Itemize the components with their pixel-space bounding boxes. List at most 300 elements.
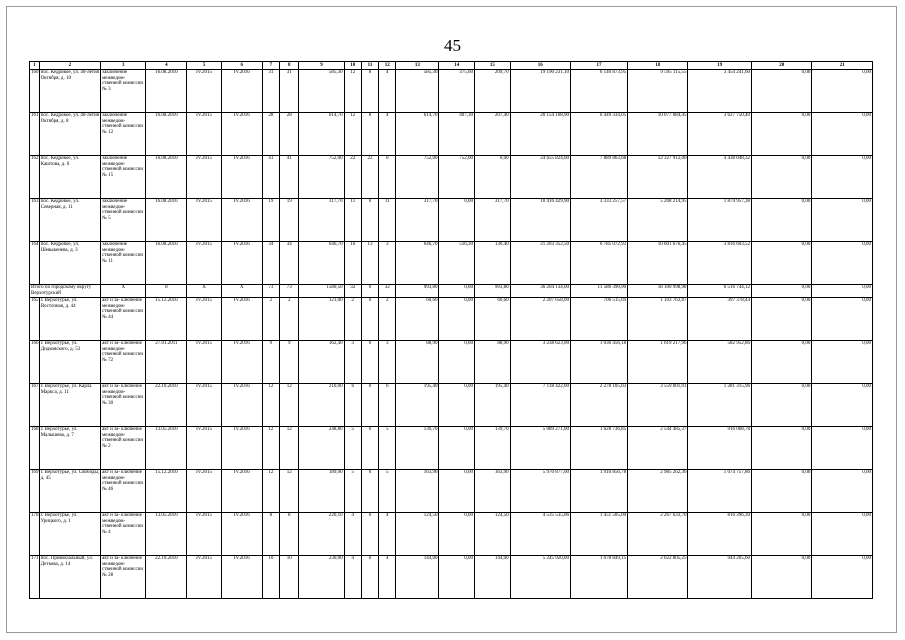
document-cell: заключение межведом- ственной комиссии № 5 bbox=[101, 199, 146, 242]
table-row bbox=[30, 341, 873, 384]
residents-count: 34 bbox=[262, 242, 279, 285]
apartments-municipal: 4 bbox=[379, 70, 396, 113]
column-number: 12 bbox=[379, 62, 396, 70]
address-cell: г. Верхотурье, ул. Урицкого, д. 1 bbox=[39, 513, 100, 556]
resettlement-quarter: IV.2015 bbox=[187, 384, 221, 427]
resettlement-quarter: IV.2015 bbox=[187, 556, 221, 599]
resettlement-quarter: IV.2015 bbox=[187, 470, 221, 513]
regional-cost: 2 544 485,37 bbox=[628, 427, 688, 470]
column-number: 6 bbox=[221, 62, 262, 70]
apartments-municipal: 5 bbox=[379, 470, 396, 513]
demolition-quarter: IV.2016 bbox=[221, 298, 262, 341]
extra-cost: 0,00 bbox=[752, 513, 812, 556]
demolition-quarter: IV.2016 bbox=[221, 242, 262, 285]
residents-count: 2 bbox=[262, 298, 279, 341]
extra-cost: 0,00 bbox=[752, 156, 812, 199]
apartments-municipal: 3 bbox=[379, 242, 396, 285]
total-cost: 5 089 271,00 bbox=[510, 427, 570, 470]
document-cell: акт и за- ключение межведом- ственной комиссии № 46 bbox=[101, 470, 146, 513]
residents-count: 12 bbox=[262, 427, 279, 470]
total-cost: 4 535 535,06 bbox=[510, 513, 570, 556]
residents-to-resettle: 2 bbox=[280, 298, 299, 341]
extra-cost: 0,00 bbox=[752, 113, 812, 156]
housing-registry-table bbox=[29, 61, 873, 599]
residents-to-resettle: 8 bbox=[280, 513, 299, 556]
private-area: 0,00 bbox=[439, 470, 475, 513]
other-cost: 0,00 bbox=[812, 513, 873, 556]
table-row bbox=[30, 470, 873, 513]
local-cost: 4 438 048,32 bbox=[688, 156, 752, 199]
document-date: 13.05.2010 bbox=[146, 427, 187, 470]
address-cell: пос. Кедровое, ул. Каштова, д. 6 bbox=[39, 156, 100, 199]
apartments-total: 3 bbox=[344, 341, 361, 384]
subtotal-cell: 6 516 744,12 bbox=[688, 285, 752, 298]
column-number: 18 bbox=[628, 62, 688, 70]
municipal-area: 130,40 bbox=[475, 242, 511, 285]
private-area: 0,00 bbox=[439, 427, 475, 470]
residents-to-resettle: 12 bbox=[280, 427, 299, 470]
document-date: 16.08.2010 bbox=[146, 113, 187, 156]
municipal-area: 207,40 bbox=[475, 113, 511, 156]
private-area: 516,30 bbox=[439, 242, 475, 285]
residents-to-resettle: 34 bbox=[280, 242, 299, 285]
row-number: 165 bbox=[30, 298, 40, 341]
document-date: 15.12.2010 bbox=[146, 298, 187, 341]
private-area: 0,00 bbox=[439, 298, 475, 341]
subtotal-cell: 0 bbox=[361, 285, 378, 298]
apartments-total: 12 bbox=[344, 70, 361, 113]
fund-cost: 6 140 873,95 bbox=[570, 70, 627, 113]
residents-count: 9 bbox=[262, 341, 279, 384]
table-row bbox=[30, 242, 873, 285]
row-number: 164 bbox=[30, 242, 40, 285]
column-number: 11 bbox=[361, 62, 378, 70]
fund-cost: 2 278 105,03 bbox=[570, 384, 627, 427]
resettlement-quarter: IV.2015 bbox=[187, 113, 221, 156]
residents-to-resettle: 31 bbox=[280, 70, 299, 113]
resettlement-quarter: IV.2015 bbox=[187, 199, 221, 242]
local-cost: 397 378,44 bbox=[688, 298, 752, 341]
extra-cost: 0,00 bbox=[752, 199, 812, 242]
residents-to-resettle: 28 bbox=[280, 113, 299, 156]
resettlement-quarter: IV.2015 bbox=[187, 242, 221, 285]
residents-count: 19 bbox=[262, 199, 279, 242]
demolition-quarter: IV.2016 bbox=[221, 199, 262, 242]
resettled-area: 614,70 bbox=[396, 113, 439, 156]
column-number: 8 bbox=[280, 62, 299, 70]
subtotal-cell: 0,00 bbox=[439, 285, 475, 298]
resettled-area: 752,00 bbox=[396, 156, 439, 199]
total-area: 248,80 bbox=[299, 427, 344, 470]
apartments-total: 2 bbox=[344, 298, 361, 341]
municipal-area: 195,40 bbox=[475, 384, 511, 427]
table-row bbox=[30, 427, 873, 470]
local-cost: 916 068,78 bbox=[688, 427, 752, 470]
resettlement-quarter: IV.2015 bbox=[187, 70, 221, 113]
address-cell: г. Верхотурье, ул. Дидковского, д. 53 bbox=[39, 341, 100, 384]
document-cell: заключение межведом- ственной комиссии № 11 bbox=[101, 242, 146, 285]
municipal-area: 317,70 bbox=[475, 199, 511, 242]
resettled-area: 317,70 bbox=[396, 199, 439, 242]
municipal-area: 124,50 bbox=[475, 513, 511, 556]
subtotal-cell: 993,80 bbox=[396, 285, 439, 298]
row-number: 160 bbox=[30, 70, 40, 113]
document-date: 16.08.2010 bbox=[146, 156, 187, 199]
total-cost: 24 655 824,00 bbox=[510, 156, 570, 199]
local-cost: 1 281 315,96 bbox=[688, 384, 752, 427]
apartments-municipal: 2 bbox=[379, 298, 396, 341]
resettlement-quarter: IV.2015 bbox=[187, 427, 221, 470]
residents-to-resettle: 9 bbox=[280, 341, 299, 384]
regional-cost: 2 985 262,36 bbox=[628, 470, 688, 513]
demolition-quarter: IV.2016 bbox=[221, 113, 262, 156]
regional-cost: 1 619 217,96 bbox=[628, 341, 688, 384]
resettled-area: 646,70 bbox=[396, 242, 439, 285]
column-number: 1 bbox=[30, 62, 40, 70]
document-cell: акт и за- ключение межведом- ственной комиссии № 28 bbox=[101, 556, 146, 599]
residents-count: 28 bbox=[262, 113, 279, 156]
resettlement-quarter: IV.2015 bbox=[187, 298, 221, 341]
document-date: 13.05.2010 bbox=[146, 513, 187, 556]
total-area: 220,10 bbox=[299, 513, 344, 556]
municipal-area: 60,60 bbox=[475, 298, 511, 341]
subtotal-cell: 11 586 390,90 bbox=[570, 285, 627, 298]
document-date: 22.10.2010 bbox=[146, 556, 187, 599]
demolition-quarter: IV.2016 bbox=[221, 513, 262, 556]
total-cost: 20 154 168,90 bbox=[510, 113, 570, 156]
total-area: 210,00 bbox=[299, 384, 344, 427]
other-cost: 0,00 bbox=[812, 384, 873, 427]
other-cost: 0,00 bbox=[812, 427, 873, 470]
extra-cost: 0,00 bbox=[752, 70, 812, 113]
row-number: 171 bbox=[30, 556, 40, 599]
regional-cost: 12 327 912,00 bbox=[628, 156, 688, 199]
other-cost: 0,00 bbox=[812, 556, 873, 599]
column-number: 19 bbox=[688, 62, 752, 70]
regional-cost: 3 559 001,01 bbox=[628, 384, 688, 427]
resettled-area: 585,30 bbox=[396, 70, 439, 113]
document-date: 16.08.2010 bbox=[146, 242, 187, 285]
private-area: 407,30 bbox=[439, 113, 475, 156]
demolition-quarter: IV.2016 bbox=[221, 156, 262, 199]
apartments-private: 22 bbox=[361, 156, 378, 199]
address-cell: г. Верхотурье, ул. Малышева, д. 7 bbox=[39, 427, 100, 470]
regional-cost: 9 595 115,55 bbox=[628, 70, 688, 113]
subtotal-cell: 8 bbox=[146, 285, 187, 298]
total-cost: 7 118 422,00 bbox=[510, 384, 570, 427]
regional-cost: 2 622 805,25 bbox=[628, 556, 688, 599]
document-cell: заключение межведом- ственной комиссии № 3 bbox=[101, 70, 146, 113]
total-cost: 2 207 658,00 bbox=[510, 298, 570, 341]
apartments-private: 13 bbox=[361, 242, 378, 285]
extra-cost: 0,00 bbox=[752, 427, 812, 470]
apartments-private: 0 bbox=[361, 199, 378, 242]
row-number: 169 bbox=[30, 470, 40, 513]
regional-cost: 10 601 676,45 bbox=[628, 242, 688, 285]
extra-cost: 0,00 bbox=[752, 556, 812, 599]
extra-cost: 0,00 bbox=[752, 242, 812, 285]
address-cell: пос. Кедровое, ул. 40-летия Октября, д. 10 bbox=[39, 70, 100, 113]
table-row bbox=[30, 199, 873, 242]
column-number: 2 bbox=[39, 62, 100, 70]
document-date: 16.08.2010 bbox=[146, 70, 187, 113]
subtotal-cell: 73 bbox=[262, 285, 279, 298]
table-row bbox=[30, 113, 873, 156]
local-cost: 1 074 757,86 bbox=[688, 470, 752, 513]
subtotal-cell: 32 bbox=[344, 285, 361, 298]
resettled-area: 144,00 bbox=[396, 556, 439, 599]
apartments-municipal: 4 bbox=[379, 513, 396, 556]
row-number: 161 bbox=[30, 113, 40, 156]
address-cell: пос. Кедровое, ул. Северная, д. 11 bbox=[39, 199, 100, 242]
address-cell: пос. Привокзальный, ул. Деткова, д. 14 bbox=[39, 556, 100, 599]
fund-cost: 706 515,69 bbox=[570, 298, 627, 341]
resettled-area: 163,90 bbox=[396, 470, 439, 513]
document-date: 15.12.2010 bbox=[146, 470, 187, 513]
extra-cost: 0,00 bbox=[752, 470, 812, 513]
local-cost: 944 265,60 bbox=[688, 556, 752, 599]
total-cost: 5 245 920,00 bbox=[510, 556, 570, 599]
residents-to-resettle: 12 bbox=[280, 470, 299, 513]
subtotal-cell: X bbox=[101, 285, 146, 298]
column-number: 13 bbox=[396, 62, 439, 70]
demolition-quarter: IV.2016 bbox=[221, 70, 262, 113]
document-cell: акт и за- ключение межведом- ственной комиссии № 44 bbox=[101, 298, 146, 341]
demolition-quarter: IV.2016 bbox=[221, 556, 262, 599]
address-cell: г. Верхотурье, ул. Карла Маркса, д. 11 bbox=[39, 384, 100, 427]
apartments-total: 5 bbox=[344, 470, 361, 513]
row-number: 166 bbox=[30, 341, 40, 384]
resettlement-quarter: IV.2015 bbox=[187, 156, 221, 199]
document-cell: заключение межведом- ственной комиссии № 12 bbox=[101, 113, 146, 156]
fund-cost: 1 628 736,85 bbox=[570, 427, 627, 470]
column-number: 10 bbox=[344, 62, 361, 70]
demolition-quarter: IV.2016 bbox=[221, 470, 262, 513]
resettlement-quarter: IV.2015 bbox=[187, 513, 221, 556]
apartments-total: 6 bbox=[344, 384, 361, 427]
table-row bbox=[30, 556, 873, 599]
municipal-area: 163,90 bbox=[475, 470, 511, 513]
column-number: 15 bbox=[475, 62, 511, 70]
address-cell: г. Верхотурье, ул. Восточная, д. 44 bbox=[39, 298, 100, 341]
regional-cost: 10 077 084,45 bbox=[628, 113, 688, 156]
fund-cost: 3 333 257,57 bbox=[570, 199, 627, 242]
table-row bbox=[30, 70, 873, 113]
regional-cost: 2 267 633,70 bbox=[628, 513, 688, 556]
private-area: 0,00 bbox=[439, 341, 475, 384]
extra-cost: 0,00 bbox=[752, 384, 812, 427]
column-number: 7 bbox=[262, 62, 279, 70]
residents-to-resettle: 10 bbox=[280, 556, 299, 599]
subtotal-cell: 1580,50 bbox=[299, 285, 344, 298]
table-row bbox=[30, 384, 873, 427]
private-area: 375,60 bbox=[439, 70, 475, 113]
total-area: 317,70 bbox=[299, 199, 344, 242]
page-number: 45 bbox=[444, 36, 461, 55]
fund-cost: 6 449 334,05 bbox=[570, 113, 627, 156]
resettled-area: 88,90 bbox=[396, 341, 439, 384]
column-number-row bbox=[30, 62, 873, 70]
extra-cost: 0,00 bbox=[752, 341, 812, 384]
resettlement-quarter: IV.2015 bbox=[187, 341, 221, 384]
resettled-area: 124,50 bbox=[396, 513, 439, 556]
apartments-private: 0 bbox=[361, 556, 378, 599]
other-cost: 0,00 bbox=[812, 341, 873, 384]
apartments-total: 11 bbox=[344, 199, 361, 242]
document-cell: заключение межведом- ственной комиссии № 15 bbox=[101, 156, 146, 199]
column-number: 14 bbox=[439, 62, 475, 70]
table-row bbox=[30, 298, 873, 341]
demolition-quarter: IV.2016 bbox=[221, 384, 262, 427]
address-cell: пос. Кедровое, ул. 40-летия Октября, д. 8 bbox=[39, 113, 100, 156]
subtotal-cell: 32 bbox=[379, 285, 396, 298]
document-cell: акт и за- ключение межведом- ственной комиссии № 72 bbox=[101, 341, 146, 384]
local-cost: 582 952,86 bbox=[688, 341, 752, 384]
row-number: 170 bbox=[30, 513, 40, 556]
regional-cost: 5 208 214,95 bbox=[628, 199, 688, 242]
local-cost: 1 874 957,38 bbox=[688, 199, 752, 242]
other-cost: 0,00 bbox=[812, 113, 873, 156]
total-cost: 10 416 429,90 bbox=[510, 199, 570, 242]
municipal-area: 209,70 bbox=[475, 70, 511, 113]
total-area: 162,40 bbox=[299, 341, 344, 384]
private-area: 0,00 bbox=[439, 513, 475, 556]
fund-cost: 1 910 856,78 bbox=[570, 470, 627, 513]
document-date: 22.10.2010 bbox=[146, 384, 187, 427]
subtotal-row bbox=[30, 285, 873, 298]
total-area: 230,00 bbox=[299, 556, 344, 599]
apartments-total: 12 bbox=[344, 113, 361, 156]
residents-to-resettle: 19 bbox=[280, 199, 299, 242]
table-row bbox=[30, 513, 873, 556]
document-cell: акт и за- ключение межведом- ственной комиссии № 4 bbox=[101, 513, 146, 556]
apartments-private: 8 bbox=[361, 70, 378, 113]
other-cost: 0,00 bbox=[812, 470, 873, 513]
municipal-area: 139,70 bbox=[475, 427, 511, 470]
address-cell: пос. Кедровое, ул. Шевыкенева, д. 3 bbox=[39, 242, 100, 285]
document-date: 16.08.2010 bbox=[146, 199, 187, 242]
other-cost: 0,00 bbox=[812, 156, 873, 199]
municipal-area: 144,00 bbox=[475, 556, 511, 599]
local-cost: 3 627 750,40 bbox=[688, 113, 752, 156]
apartments-municipal: 4 bbox=[379, 556, 396, 599]
other-cost: 0,00 bbox=[812, 70, 873, 113]
residents-count: 12 bbox=[262, 470, 279, 513]
municipal-area: 0,00 bbox=[475, 156, 511, 199]
total-cost: 3 238 623,00 bbox=[510, 341, 570, 384]
fund-cost: 1 678 849,15 bbox=[570, 556, 627, 599]
column-number: 21 bbox=[812, 62, 873, 70]
subtotal-cell: 0,00 bbox=[752, 285, 812, 298]
total-area: 752,00 bbox=[299, 156, 344, 199]
total-area: 585,30 bbox=[299, 70, 344, 113]
private-area: 0,00 bbox=[439, 199, 475, 242]
resettled-area: 60,60 bbox=[396, 298, 439, 341]
apartments-municipal: 11 bbox=[379, 199, 396, 242]
total-area: 646,70 bbox=[299, 242, 344, 285]
fund-cost: 1 036 456,18 bbox=[570, 341, 627, 384]
document-date: 27.01.2011 bbox=[146, 341, 187, 384]
subtotal-label: Итого по городскому округу Верхотурский bbox=[30, 285, 101, 298]
total-cost: 5 970 877,00 bbox=[510, 470, 570, 513]
residents-to-resettle: 12 bbox=[280, 384, 299, 427]
apartments-private: 0 bbox=[361, 384, 378, 427]
apartments-municipal: 4 bbox=[379, 113, 396, 156]
local-cost: 3 454 241,60 bbox=[688, 70, 752, 113]
row-number: 162 bbox=[30, 156, 40, 199]
apartments-private: 0 bbox=[361, 470, 378, 513]
column-number: 16 bbox=[510, 62, 570, 70]
extra-cost: 0,00 bbox=[752, 298, 812, 341]
residents-count: 12 bbox=[262, 384, 279, 427]
document-cell: акт и за- ключение межведом- ственной комиссии № 2 bbox=[101, 427, 146, 470]
resettled-area: 195,40 bbox=[396, 384, 439, 427]
apartments-municipal: 0 bbox=[379, 156, 396, 199]
apartments-private: 0 bbox=[361, 298, 378, 341]
residents-to-resettle: 41 bbox=[280, 156, 299, 199]
total-cost: 19 190 231,10 bbox=[510, 70, 570, 113]
private-area: 752,00 bbox=[439, 156, 475, 199]
apartments-private: 0 bbox=[361, 513, 378, 556]
resettled-area: 139,70 bbox=[396, 427, 439, 470]
column-number: 3 bbox=[101, 62, 146, 70]
subtotal-cell: 0,00 bbox=[812, 285, 873, 298]
local-cost: 816 396,30 bbox=[688, 513, 752, 556]
local-cost: 3 816 603,52 bbox=[688, 242, 752, 285]
column-number: 17 bbox=[570, 62, 627, 70]
subtotal-cell: 993,80 bbox=[475, 285, 511, 298]
residents-count: 31 bbox=[262, 70, 279, 113]
residents-count: 10 bbox=[262, 556, 279, 599]
subtotal-cell: 36 204 134,00 bbox=[510, 285, 570, 298]
subtotal-cell: X bbox=[221, 285, 262, 298]
subtotal-cell: 18 100 998,98 bbox=[628, 285, 688, 298]
demolition-quarter: IV.2016 bbox=[221, 341, 262, 384]
row-number: 163 bbox=[30, 199, 40, 242]
table-row bbox=[30, 156, 873, 199]
private-area: 0,00 bbox=[439, 384, 475, 427]
regional-cost: 1 103 763,87 bbox=[628, 298, 688, 341]
total-area: 121,00 bbox=[299, 298, 344, 341]
other-cost: 0,00 bbox=[812, 242, 873, 285]
subtotal-cell: 73 bbox=[280, 285, 299, 298]
apartments-total: 4 bbox=[344, 513, 361, 556]
apartments-municipal: 5 bbox=[379, 427, 396, 470]
column-number: 4 bbox=[146, 62, 187, 70]
apartments-municipal: 3 bbox=[379, 341, 396, 384]
apartments-total: 16 bbox=[344, 242, 361, 285]
fund-cost: 1 451 505,00 bbox=[570, 513, 627, 556]
address-cell: г. Верхотурье, ул. Свободы, д. 45 bbox=[39, 470, 100, 513]
total-area: 189,90 bbox=[299, 470, 344, 513]
apartments-total: 22 bbox=[344, 156, 361, 199]
apartments-total: 4 bbox=[344, 556, 361, 599]
column-number: 20 bbox=[752, 62, 812, 70]
column-number: 9 bbox=[299, 62, 344, 70]
residents-count: 41 bbox=[262, 156, 279, 199]
private-area: 0,00 bbox=[439, 556, 475, 599]
apartments-private: 8 bbox=[361, 113, 378, 156]
row-number: 167 bbox=[30, 384, 40, 427]
document-cell: акт и за- ключение межведом- ственной комиссии № 30 bbox=[101, 384, 146, 427]
apartments-total: 5 bbox=[344, 427, 361, 470]
apartments-municipal: 6 bbox=[379, 384, 396, 427]
apartments-private: 0 bbox=[361, 427, 378, 470]
total-area: 614,70 bbox=[299, 113, 344, 156]
apartments-private: 0 bbox=[361, 341, 378, 384]
subtotal-cell: X bbox=[187, 285, 221, 298]
municipal-area: 88,90 bbox=[475, 341, 511, 384]
